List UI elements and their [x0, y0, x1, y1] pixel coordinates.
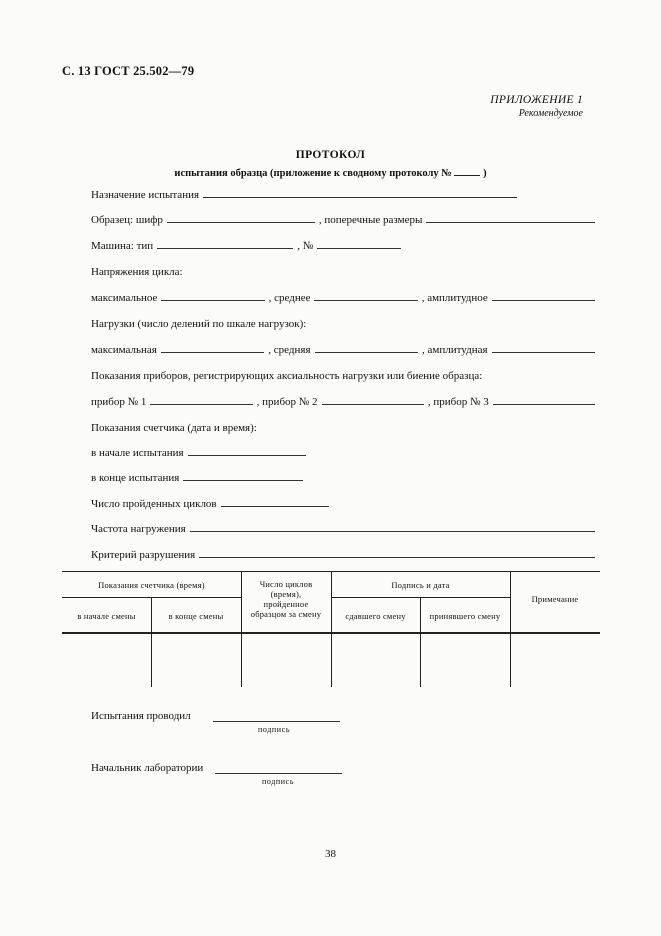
stress-max-blank[interactable]	[161, 300, 264, 301]
tester-label: Испытания проводил	[91, 710, 191, 722]
load-amp-label: , амплитудная	[422, 344, 488, 356]
shift-table	[62, 571, 600, 687]
protocol-subtitle	[0, 165, 661, 179]
th-cycles-line-3: пройденное	[263, 599, 309, 609]
appendix-status: Рекомендуемое	[518, 108, 583, 119]
field-row-cycles	[91, 494, 599, 510]
counter-start-label: в начале испытания	[91, 447, 184, 459]
field-row-purpose	[91, 185, 521, 201]
field-row-counter-end	[91, 468, 599, 484]
th-cycles-line-2: (время),	[270, 589, 302, 599]
th-cycles-line-1: Число циклов	[259, 579, 313, 589]
th-shift-end: в конце смены	[168, 611, 224, 621]
field-row-stress-header	[91, 262, 599, 278]
stress-max-label: максимальное	[91, 292, 158, 304]
field-row-counter-header	[91, 418, 599, 434]
field-row-stress	[91, 288, 599, 304]
counter-end-label: в конце испытания	[91, 472, 180, 484]
field-row-counter-start	[91, 443, 599, 459]
appendix-title: ПРИЛОЖЕНИЕ 1	[490, 94, 583, 106]
page-number: 38	[325, 848, 336, 860]
specimen-code-label: Образец: шифр	[91, 214, 163, 226]
machine-type-blank[interactable]	[157, 248, 293, 249]
specimen-code-blank[interactable]	[167, 222, 315, 223]
table-vrule-5	[510, 571, 511, 687]
tester-signature-line[interactable]	[213, 721, 340, 722]
instr-header: Показания приборов, регистрирующих аксиальность нагрузки или биение образца:	[91, 370, 483, 382]
protocol-subtitle-end: )	[483, 168, 487, 179]
field-row-load	[91, 340, 599, 356]
purpose-label: Назначение испытания	[91, 189, 200, 201]
load-mean-blank[interactable]	[315, 352, 418, 353]
th-shift-start: в начале смены	[77, 611, 136, 621]
machine-type-label: Машина: тип	[91, 240, 154, 252]
stress-amp-label: , амплитудное	[421, 292, 488, 304]
counter-start-blank[interactable]	[188, 455, 306, 456]
cycles-blank[interactable]	[221, 506, 329, 507]
stress-mean-label: , среднее	[268, 292, 311, 304]
instr-3-label: , прибор № 3	[427, 396, 489, 408]
head-label: Начальник лаборатории	[91, 762, 204, 774]
stress-mean-blank[interactable]	[314, 300, 417, 301]
th-counter: Показания счетчика (время)	[98, 580, 205, 590]
document-header: С. 13 ГОСТ 25.502—79	[62, 64, 195, 78]
instr-1-blank[interactable]	[150, 404, 252, 405]
criterion-label: Критерий разрушения	[91, 549, 196, 561]
instr-2-label: , прибор № 2	[256, 396, 318, 408]
th-received: принявшего смену	[429, 611, 501, 621]
frequency-blank[interactable]	[190, 531, 595, 532]
load-max-label: максимальная	[91, 344, 157, 356]
protocol-subtitle-text: испытания образца (приложение к сводному протоколу №	[174, 168, 452, 179]
th-sign: Подпись и дата	[391, 580, 450, 590]
th-cycles-line-4: образцом за смену	[250, 609, 322, 619]
th-note: Примечание	[531, 594, 579, 604]
th-cycles	[241, 579, 331, 619]
field-row-specimen	[91, 210, 599, 226]
machine-no-label: , №	[297, 240, 314, 252]
stress-header: Напряжения цикла:	[91, 266, 183, 278]
field-row-instr-header	[91, 366, 599, 382]
protocol-number-blank[interactable]	[454, 165, 480, 176]
purpose-blank[interactable]	[203, 197, 517, 198]
head-sign-note: подпись	[262, 777, 295, 786]
appendix-label	[490, 93, 583, 121]
load-max-blank[interactable]	[161, 352, 264, 353]
specimen-dims-blank[interactable]	[426, 222, 595, 223]
cycles-label: Число пройденных циклов	[91, 498, 217, 510]
head-signature-line[interactable]	[215, 773, 342, 774]
field-row-machine	[91, 236, 599, 252]
th-handed-over: сдавшего смену	[345, 611, 406, 621]
field-row-criterion	[91, 545, 599, 561]
counter-end-blank[interactable]	[183, 480, 303, 481]
field-row-frequency	[91, 519, 599, 535]
machine-no-blank[interactable]	[317, 248, 401, 249]
instr-1-label: прибор № 1	[91, 396, 147, 408]
stress-amp-blank[interactable]	[492, 300, 595, 301]
specimen-dims-label: , поперечные размеры	[318, 214, 423, 226]
frequency-label: Частота нагружения	[91, 523, 186, 535]
field-row-load-header	[91, 314, 599, 330]
protocol-title: ПРОТОКОЛ	[295, 149, 366, 161]
instr-3-blank[interactable]	[493, 404, 595, 405]
tester-sign-note: подпись	[258, 725, 291, 734]
field-row-instr	[91, 392, 599, 408]
instr-2-blank[interactable]	[322, 404, 424, 405]
load-mean-label: , средняя	[268, 344, 311, 356]
load-header: Нагрузки (число делений по шкале нагрузок):	[91, 318, 307, 330]
criterion-blank[interactable]	[199, 557, 595, 558]
load-amp-blank[interactable]	[492, 352, 595, 353]
counter-header: Показания счетчика (дата и время):	[91, 422, 257, 434]
